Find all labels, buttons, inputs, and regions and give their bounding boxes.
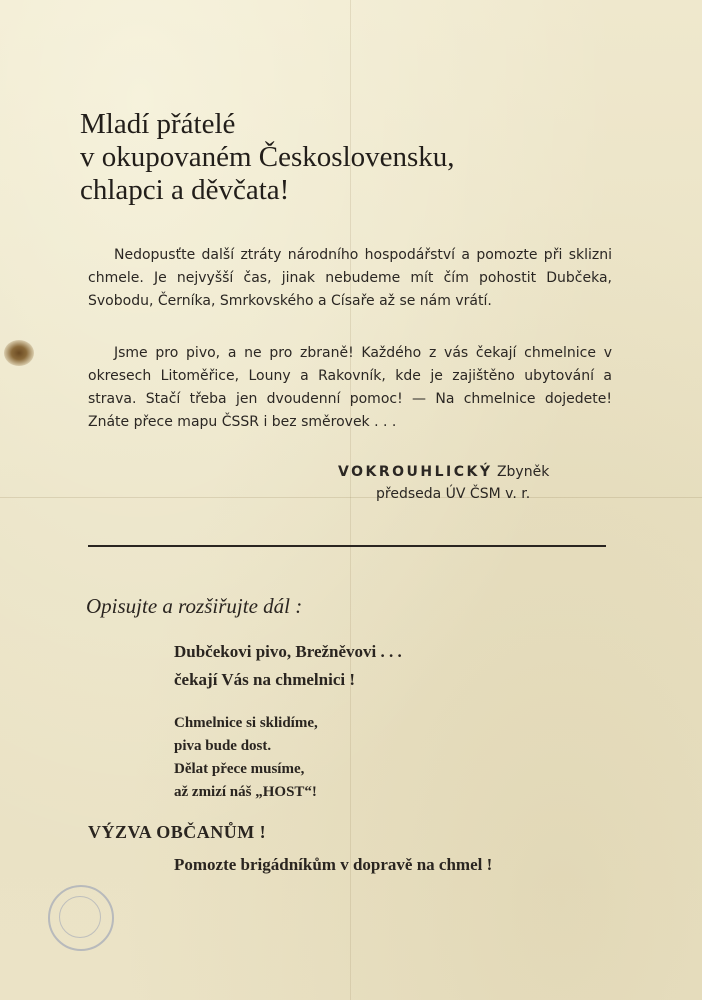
poem-line-2: piva bude dost. [174,738,272,754]
signature [338,461,549,505]
poem-line-1: Chmelnice si sklidíme, [174,715,318,731]
divider-rule [88,545,606,547]
paragraph-1: Nedopusťte další ztráty národního hospodářství a pomozte při sklizni chmele. Je nejvyšší čas, jinak nebudeme mít čím pohostit Dubčeka, Svobodu, Černíka, Smrkovského a Císaře až se nám vrátí. [88,247,612,309]
leaflet-title [80,108,455,207]
appeal-heading: VÝZVA OBČANŮM ! [88,822,267,842]
signature-given-name: Zbyněk [496,464,550,480]
title-line-2: v okupovaném Československu, [80,141,455,173]
paragraph-2: Jsme pro pivo, a ne pro zbraně! Každého z vás čekají chmelnice v okresech Litoměřice, Louny a Rakovník, kde je zajištěno ubytování a strava. Stačí třeba jen dvoudenní pomoc! — Na chmelnice dojedete! Znáte přece mapu ČSSR i bez směrovek . . . [88,345,612,430]
stamp-seal [48,885,114,951]
stain [4,340,34,366]
poem-line-4: až zmizí náš „HOST“! [174,784,317,800]
signature-role: předseda ÚV ČSM v. r. [376,486,531,502]
poem-line-3: Dělat přece musíme, [174,761,305,777]
title-line-3: chlapci a děvčata! [80,174,290,206]
poem [174,712,318,804]
slogan [174,638,402,694]
copy-instruction: Opisujte a rozšiřujte dál : [86,594,303,618]
slogan-line-1: Dubčekovi pivo, Brežněvovi . . . [174,642,402,661]
slogan-line-2: čekají Vás na chmelnici ! [174,670,356,689]
signature-surname: VOKROUHLICKÝ [338,464,493,480]
title-line-1: Mladí přátelé [80,108,236,140]
appeal-text: Pomozte brigádníkům v dopravě na chmel ! [174,855,493,874]
